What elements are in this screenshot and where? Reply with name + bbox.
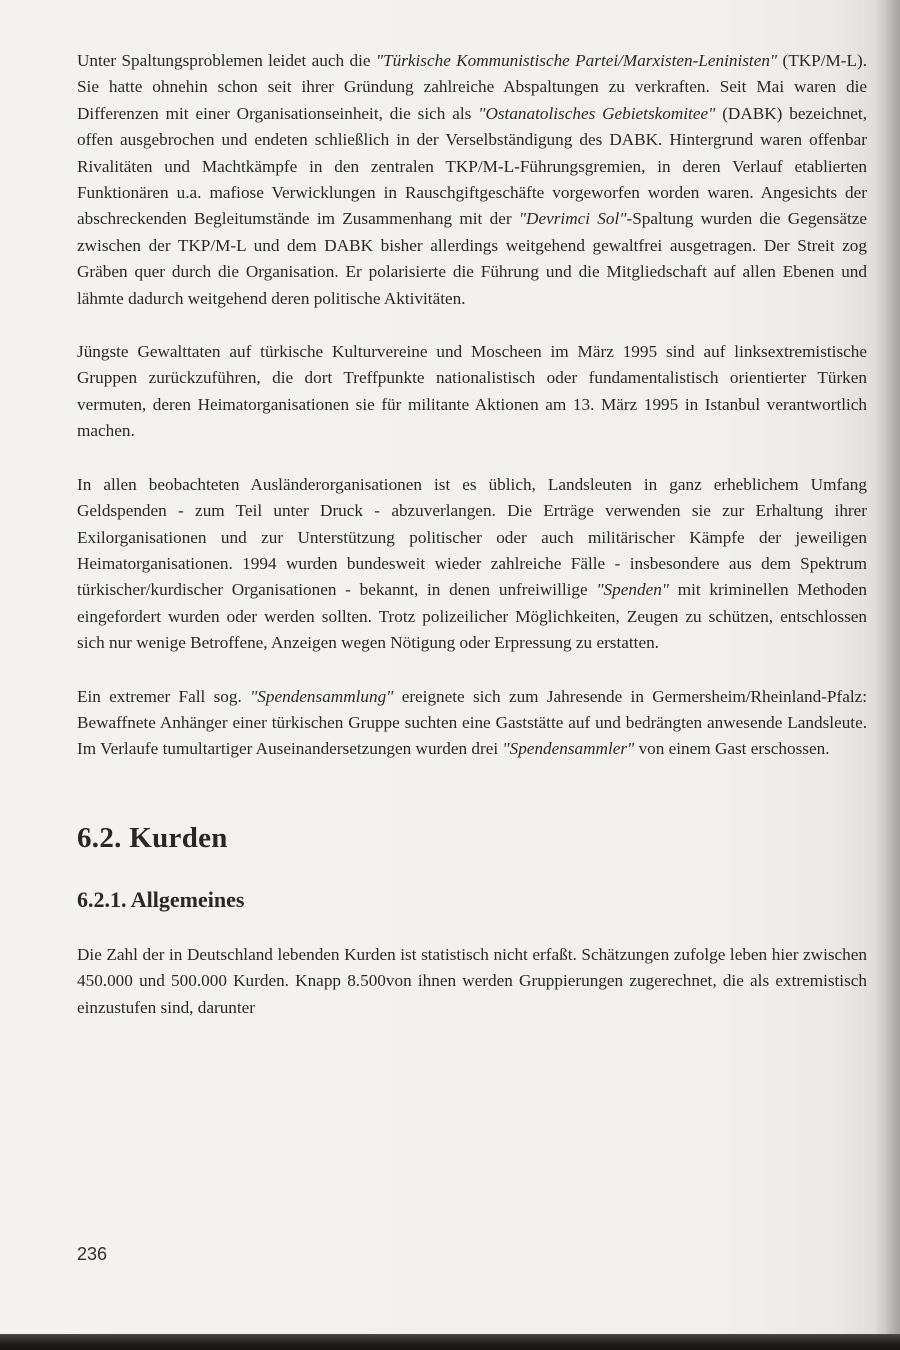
- text-run: Die Zahl der in Deutschland lebenden Kurden ist statistisch nicht erfaßt. Schätzungen zufolge leben hier zwischen 450.000 und 500.000 Kurden. Knapp 8.500von ihnen werden Gruppierungen zugerechnet, die als extremistisch einzustufen sind, darunter: [77, 944, 867, 1017]
- text-run: Ein extremer Fall sog.: [77, 686, 251, 706]
- text-run: von einem Gast erschossen.: [634, 739, 830, 759]
- emphasis-term: "Spenden": [596, 580, 670, 600]
- text-run: (DABK) bezeichnet, offen ausgebrochen und endeten schließlich in der Verselbständigung des DABK. Hintergrund waren offenbar Rivalitäten und Machtkämpfe in den zentralen TKP/M-L-Führungsgremien, in deren Verlauf etablierten Funktionären u.a. mafiose Verwicklungen in Rauschgiftgeschäfte vorgeworfen worden waren. Angesichts der abschreckenden Begleitumstände im Zusammenhang mit der: [77, 103, 868, 229]
- emphasis-org-name: "Ostanatolisches Gebietskomitee": [478, 103, 716, 123]
- paragraph-donations: [77, 472, 867, 657]
- emphasis-org-name: "Türkische Kommunistische Partei/Marxisten-Leninisten": [375, 51, 778, 70]
- text-run: In allen beobachteten Ausländerorganisationen ist es üblich, Landsleuten in ganz erheblichem Umfang Geldspenden - zum Teil unter Druck - abzuverlangen. Die Erträge verwenden sie zur Erhaltung ihrer Exilorganisationen und zur Unterstützung politischer oder auch militärischer Kämpfe der jeweiligen Heimatorganisationen. 1994 wurden bundesweit wieder zahlreiche Fälle - insbesondere aus dem Spektrum türkischer/kurdischer Organisationen - bekannt, in denen unfreiwillige: [77, 474, 867, 600]
- page-edge-shadow: [874, 0, 900, 1350]
- scan-bottom-edge: [0, 1334, 900, 1350]
- section-heading: 6.2. Kurden: [77, 821, 228, 854]
- page-body: [77, 48, 867, 1021]
- emphasis-term: "Spendensammler": [502, 739, 635, 759]
- emphasis-org-name: "Devrimci Sol": [518, 209, 627, 229]
- paragraph-tkp-ml-split: [77, 48, 867, 312]
- text-run: mit kriminellen Methoden eingefordert wurden oder werden sollten. Trotz polizeilicher Möglichkeiten, Zeugen zu schützen, entschlossen sich nur wenige Betroffene, Anzeigen wegen Nötigung oder Erpressung zu erstatten.: [77, 580, 867, 653]
- text-run: -Spaltung wurden die Gegensätze zwischen der TKP/M-L und dem DABK bisher allerdings weitgehend gewaltfrei ausgetragen. Der Streit zog Gräben quer durch die Organisation. Er polarisierte die Führung und die Mitgliedschaft auf allen Ebenen und lähmte dadurch weitgehend deren politische Aktivitäten.: [77, 209, 867, 308]
- paragraph-kurds-general: [77, 942, 867, 1021]
- page-number: 236: [77, 1244, 108, 1264]
- subsection-heading: 6.2.1. Allgemeines: [77, 886, 245, 912]
- emphasis-term: "Spendensammlung": [250, 686, 394, 706]
- text-run: Unter Spaltungsproblemen leidet auch die: [77, 51, 376, 70]
- paragraph-germersheim-case: [77, 684, 867, 763]
- paragraph-attacks-1995: [77, 339, 867, 445]
- text-run: (TKP/M-L). Sie hatte ohnehin schon seit ihrer Gründung zahlreiche Abspaltungen zu verkraften. Seit Mai waren die Differenzen mit einer Organisationseinheit, die sich als: [77, 51, 867, 123]
- text-run: ereignete sich zum Jahresende in Germersheim/Rheinland-Pfalz: Bewaffnete Anhänger einer türkischen Gruppe suchten eine Gaststätte auf und bedrängten anwesende Landsleute. Im Verlaufe tumultartiger Auseinandersetzungen wurden drei: [77, 686, 867, 759]
- text-run: Jüngste Gewalttaten auf türkische Kulturvereine und Moscheen im März 1995 sind auf linksextremistische Gruppen zurückzuführen, die dort Treffpunkte nationalistisch oder fundamentalistisch orientierter Türken vermuten, deren Heimatorganisationen sie für militante Aktionen am 13. März 1995 in Istanbul verantwortlich machen.: [77, 342, 867, 441]
